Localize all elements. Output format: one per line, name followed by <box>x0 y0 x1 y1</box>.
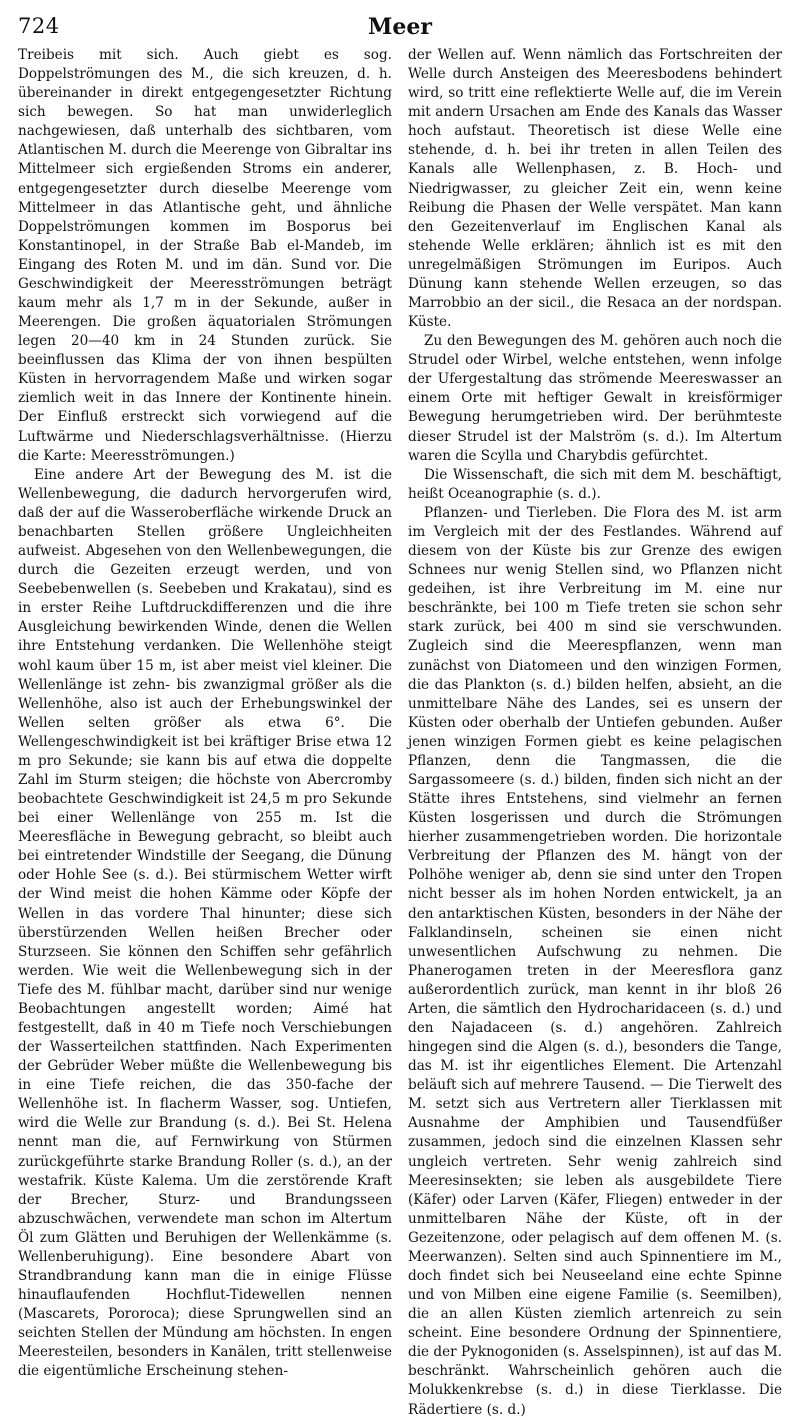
paragraph: Zu den Bewegungen des M. gehören auch noch die Strudel oder Wirbel, welche entstehen, wenn infolge der Ufergestaltung das strömende Meereswasser an einem Orte mit heftiger Gewalt in kreisförmiger Bewegung herumgetrieben wird. Der berühmteste dieser Strudel ist der Malström (s. d.). Im Altertum waren die Scylla und Charybdis gefürchtet. <box>408 333 782 464</box>
paragraph: der Wellen auf. Wenn nämlich das Fortschreiten der Welle durch Ansteigen des Meeresbodens behindert wird, so tritt eine reflektierte Welle auf, die im Verein mit andern Ursachen am Ende des Kanals das Wasser hoch aufstaut. Theoretisch ist diese Welle eine stehende, d. h. bei ihr treten in allen Teilen des Kanals alle Wellenphasen, z. B. Hoch- und Niedrigwasser, zu gleicher Zeit ein, wenn keine Reibung die Phasen der Welle verspätet. Man kann den Gezeitenverlauf im Englischen Kanal als stehende Welle erklären; ähnlich ist es mit den unregelmäßigen Strömungen im Euripos. Auch Dünung kann stehende Wellen erzeugen, so das Marrobbio an der sicil., die Resaca an der nordspan. Küste. <box>408 47 782 331</box>
paragraph: Pflanzen- und Tierleben. Die Flora des M. ist arm im Vergleich mit der des Festlandes. Während auf diesem von der Küste bis zur Grenze des ewigen Schnees nur wenig Stellen sind, wo Pflanzen nicht gedeihen, ist ihre Verbreitung im M. eine nur beschränkte, bei 100 m Tiefe treten sie schon sehr stark zurück, bei 400 m sind sie verschwunden. Zugleich sind die Meerespflanzen, wenn man zunächst von Diatomeen und den winzigen Formen, die das Plankton (s. d.) bilden helfen, absieht, an die unmittelbare Nähe des Landes, sei es unsern der Küsten oder oberhalb der Untiefen gebunden. Außer jenen winzigen Formen giebt es keine pelagischen Pflanzen, denn die Tangmassen, die die Sargassomeere (s. d.) bilden, finden sich nicht an der Stätte ihres Entstehens, sind vielmehr an fernen Küsten losgerissen und durch die Strömungen hierher zusammengetrieben worden. Die horizontale Verbreitung der Pflanzen des M. hängt von der Polhöhe weniger ab, denn sie sind unter den Tropen nicht besser als im hohen Norden entwickelt, ja an den antarktischen Küsten, besonders in der Nähe der Falklandinseln, scheinen sie einen nicht unwesentlichen Aufschwung zu nehmen. Die Phanerogamen treten in der Meeresflora ganz außerordentlich zurück, man kennt in ihr bloß 26 Arten, die sämtlich den Hydrocharidaceen (s. d.) und den Najadaceen (s. d.) angehören. Zahlreich hingegen sind die Algen (s. d.), besonders die Tange, das M. ist ihr eigentliches Element. Die Artenzahl beläuft sich auf mehrere Tausend. — Die Tierwelt des M. setzt sich aus Vertretern aller Tierklassen mit Ausnahme der Amphibien und Tausendfüßer zusammen, jedoch sind die einzelnen Klassen sehr ungleich vertreten. Sehr wenig zahlreich sind Meeresinsekten; sie leben als ausgebildete Tiere (Käfer) oder Larven (Käfer, Fliegen) entweder in der unmittelbaren Nähe der Küste, oft in der Gezeitenzone, oder pelagisch auf dem offenen M. (s. Meerwanzen). Selten sind auch Spinnentiere im M., doch findet sich bei Neuseeland eine echte Spinne und von Milben eine eigene Familie (s. Seemilben), die an allen Küsten ziemlich artenreich zu sein scheint. Eine besondere Ordnung der Spinnentiere, die der Pyknogoniden (s. Asselspinnen), ist auf das M. beschränkt. Wahrscheinlich gehören auch die Molukkenkrebse (s. d.) in diese Tierklasse. Die Rädertiere (s. d.) <box>408 504 782 1418</box>
running-head: Meer <box>368 14 432 40</box>
paragraph: Eine andere Art der Bewegung des M. ist die Wellenbewegung, die dadurch hervorgerufen wird, daß der auf die Wasseroberfläche wirkende Druck an benachbarten Stellen größere Ungleichheiten aufweist. Abgesehen von den Wellenbewegungen, die durch die Gezeiten erzeugt werden, und von Seebebenwellen (s. Seebeben und Krakatau), sind es in erster Reihe Luftdruckdifferenzen und die ihre Ausgleichung bewirkenden Winde, denen die Wellen ihre Entstehung verdanken. Die Wellenhöhe steigt wohl kaum über 15 m, ist aber meist viel kleiner. Die Wellenlänge ist zehn- bis zwanzigmal größer als die Wellenhöhe, also ist auch der Erhebungswinkel der Wellen selten größer als etwa 6°. Die Wellengeschwindigkeit ist bei kräftiger Brise etwa 12 m pro Sekunde; sie kann bis auf etwa die doppelte Zahl im Sturm steigen; die höchste von Abercromby beobachtete Geschwindigkeit ist 24,5 m pro Sekunde bei einer Wellenlänge von 255 m. Ist die Meeresfläche in Bewegung gebracht, so bleibt auch bei eintretender Windstille der Seegang, die Dünung oder Hohle See (s. d.). Bei stürmischem Wetter wirft der Wind meist die hohen Kämme oder Köpfe der Wellen in das vordere Thal hinunter; diese sich überstürzenden Wellen heißen Brecher oder Sturzseen. Sie können den Schiffen sehr gefährlich werden. Wie weit die Wellenbewegung sich in der Tiefe des M. fühlbar macht, darüber sind nur wenige Beobachtungen angestellt worden; Aimé hat festgestellt, daß in 40 m Tiefe noch Verschiebungen der Wasserteilchen stattfinden. Nach Experimenten der Gebrüder Weber müßte die Wellenbewegung bis in eine Tiefe reichen, die das 350-fache der Wellenhöhe ist. In flacherm Wasser, sog. Untiefen, wird die Welle zur Brandung (s. d.). Bei St. Helena nennt man die, auf Fernwirkung von Stürmen zurückgeführte starke Brandung Roller (s. d.), an der westafrik. Küste Kalema. Um die zerstörende Kraft der Brecher, Sturz- und Brandungsseen abzuschwächen, verwendete man schon im Altertum Öl zum Glätten und Beruhigen der Wellenkämme (s. Wellenberuhigung). Eine besondere Abart von Strandbrandung kann man die in einige Flüsse hinauflaufenden Hochflut-Tidewellen nennen (Mascarets, Pororoca); diese Sprungwellen sind an seichten Stellen der Mündung am höchsten. In engen Meeresteilen, besonders in Kanälen, tritt stellenweise die eigentümliche Erscheinung stehen- <box>18 466 392 1380</box>
right-column <box>408 46 782 1420</box>
paragraph: Treibeis mit sich. Auch giebt es sog. Doppelströmungen des M., die sich kreuzen, d. h. übereinander in direkt entgegengesetzter Richtung sich bewegen. So hat man unwiderleglich nachgewiesen, daß unterhalb des sichtbaren, vom Atlantischen M. durch die Meerenge von Gibraltar ins Mittelmeer sich ergießenden Stroms ein anderer, entgegengesetzter durch dieselbe Meerenge vom Mittelmeer in das Atlantische geht, und ähnliche Doppelströmungen kommen im Bosporus bei Konstantinopel, in der Straße Bab el-Mandeb, im Eingang des Roten M. und im dän. Sund vor. Die Geschwindigkeit der Meeresströmungen beträgt kaum mehr als 1,7 m in der Sekunde, außer in Meerengen. Die großen äquatorialen Strömungen legen 20—40 km in 24 Stunden zurück. Sie beeinflussen das Klima der von ihnen bespülten Küsten in hervorragendem Maße und wirken sogar ziemlich weit in das Innere der Kontinente hinein. Der Einfluß erstreckt sich vorwiegend auf die Luftwärme und Niederschlagsverhältnisse. (Hierzu die Karte: Meeresströmungen.) <box>18 47 392 464</box>
text-columns <box>18 46 782 1420</box>
page-number: 724 <box>18 14 60 38</box>
paragraph: Die Wissenschaft, die sich mit dem M. beschäftigt, heißt Oceanographie (s. d.). <box>408 466 782 502</box>
left-column <box>18 46 392 1420</box>
page-header <box>18 10 782 42</box>
